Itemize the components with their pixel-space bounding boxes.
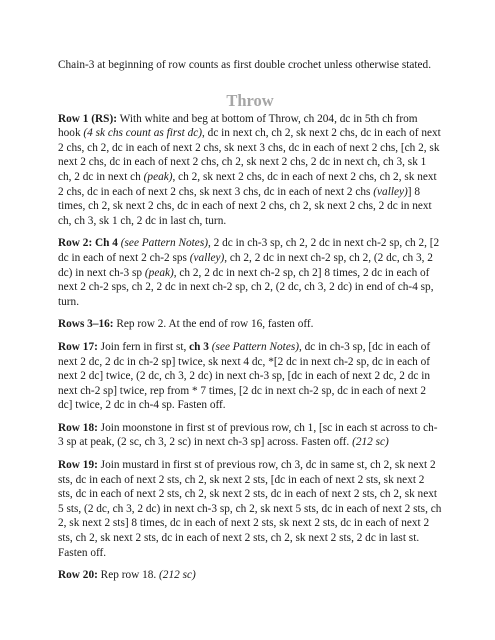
row-label: Row 20: [58,569,98,582]
row-2 [58,236,442,309]
row-text-run: (4 sk chs count as first dc) [83,127,203,140]
row-label: Row 17: [58,340,98,353]
row-text-run: (valley) [373,185,408,198]
row-text [114,318,314,330]
row-text [58,113,441,227]
row-label: Row 18: [58,421,98,434]
row-18 [58,421,442,450]
row-label: Row 2: Ch 4 [58,237,118,250]
row-text-run: With white and beg at bottom of Throw, ch 204, dc in 5th ch from hook [58,112,418,140]
row-1 [58,112,442,229]
row-text-run: , 2 dc in ch-3 sp, ch 2, 2 dc in next ch-2 sp, ch 2, [2 dc in each of next 2 ch-2 sps [58,237,440,264]
row-text [98,569,196,581]
row-text-run: ch 3 [189,340,209,353]
row-text-run: ] 8 times, ch 2, sk next 2 chs, dc in each of next 2 chs, ch 2, sk next 2 chs, 2 dc in next ch, ch 3, sk 1 ch, 2 dc in last ch, turn. [58,185,432,227]
row-text-run: (peak) [144,266,174,279]
row-text-run: , ch 2, 2 dc in next ch-2 sp, ch 2, (2 dc, ch 3, 2 dc) in next ch-3 sp [58,251,433,279]
row-text [58,459,441,559]
section-title: Throw [226,90,274,110]
row-text-run: , ch 2, sk next 2 chs, dc in each of next 2 chs, ch 2, sk next 2 chs, dc in each of next 2 chs, sk next 3 chs, dc in each of next 2 chs [58,170,437,198]
row-text [58,341,430,411]
row-label: Row 19: [58,459,98,472]
document-page [58,58,442,591]
row-text-run: Rep row 2. At the end of row 16, fasten off. [113,318,314,331]
row-text-run: , dc in ch-3 sp, [dc in each of next 2 dc, 2 dc in ch-2 sp] twice, sk next 4 dc, *[2 dc in next ch-2 sp, dc in each of next 2 dc] twice, (2 dc, ch 3, 2 dc) in next ch-3 sp, [dc in each of next 2 dc, 2 dc in next ch-2 sp] twice, rep from * 7 times, [2 dc in next ch-2 sp, dc in each of next 2 dc] twice, 2 dc in ch-4 sp. Fasten off. [58,340,431,412]
row-text-run: (see Pattern Notes) [211,340,299,353]
row-text-run: Join moonstone in first st of previous row, ch 1, [sc in each st across to ch-3 sp at peak, (2 sc, ch 3, 2 sc) in next ch-3 sp] across. Fasten off. [58,421,438,449]
row-label: Rows 3–16: [58,318,114,331]
row-text [58,422,438,449]
row-text-run: Rep row 18. [97,569,160,582]
pattern-note: Chain-3 at beginning of row counts as first double crochet unless otherwise stated. [58,59,432,71]
row-19 [58,458,442,560]
row-17 [58,340,442,413]
rows-3-16 [58,317,442,332]
row-text-run: (valley) [189,251,225,264]
row-text-run: , ch 2, 2 dc in next ch-2 sp, ch 2] 8 times, 2 dc in each of next 2 ch-2 sps, ch 2, 2 dc in next ch-2 sp, ch 2, (2 dc, ch 3, 2 dc) in end of ch-4 sp, turn. [58,266,434,308]
row-20 [58,568,442,583]
row-text-run: (peak) [143,170,173,183]
row-text-run: Join fern in first st, [97,340,190,353]
row-text-run: (see Pattern Notes) [120,237,208,250]
row-label: Row 1 (RS): [58,112,117,125]
row-text-run: (212 sc) [159,569,196,582]
row-text-run: (212 sc) [352,436,389,449]
row-text-run: Join mustard in first st of previous row, ch 3, dc in same st, ch 2, sk next 2 sts, dc in each of next 2 sts, ch 2, sk next 2 sts, [dc in each of next 2 sts, sk next 2 sts, dc in each of next 2 sts, ch 2, sk next 2 sts, dc in each of next 2 sts, ch 2, sk next 5 sts, (2 dc, ch 3, 2 dc) in next ch-3 sp, ch 2, sk next 5 sts, dc in each of next 2 sts, ch 2, sk next 2 sts] 8 times, dc in each of next 2 sts, sk next 2 sts, dc in each of next 2 sts, ch 2, sk next 2 sts, dc in each of next 2 sts, ch 2, sk next 2 sts, 2 dc in last st. Fasten off. [58,459,442,559]
row-text-run: , dc in next ch, ch 2, sk next 2 chs, dc in each of next 2 chs, ch 2, dc in each of next 2 chs, sk next 3 chs, dc in each of next 2 chs, [ch 2, sk next 2 chs, dc in each of next 2 chs, ch 2, sk next 2 chs, 2 dc in next ch, ch 3, sk 1 ch, 2 dc in next ch [58,127,441,183]
